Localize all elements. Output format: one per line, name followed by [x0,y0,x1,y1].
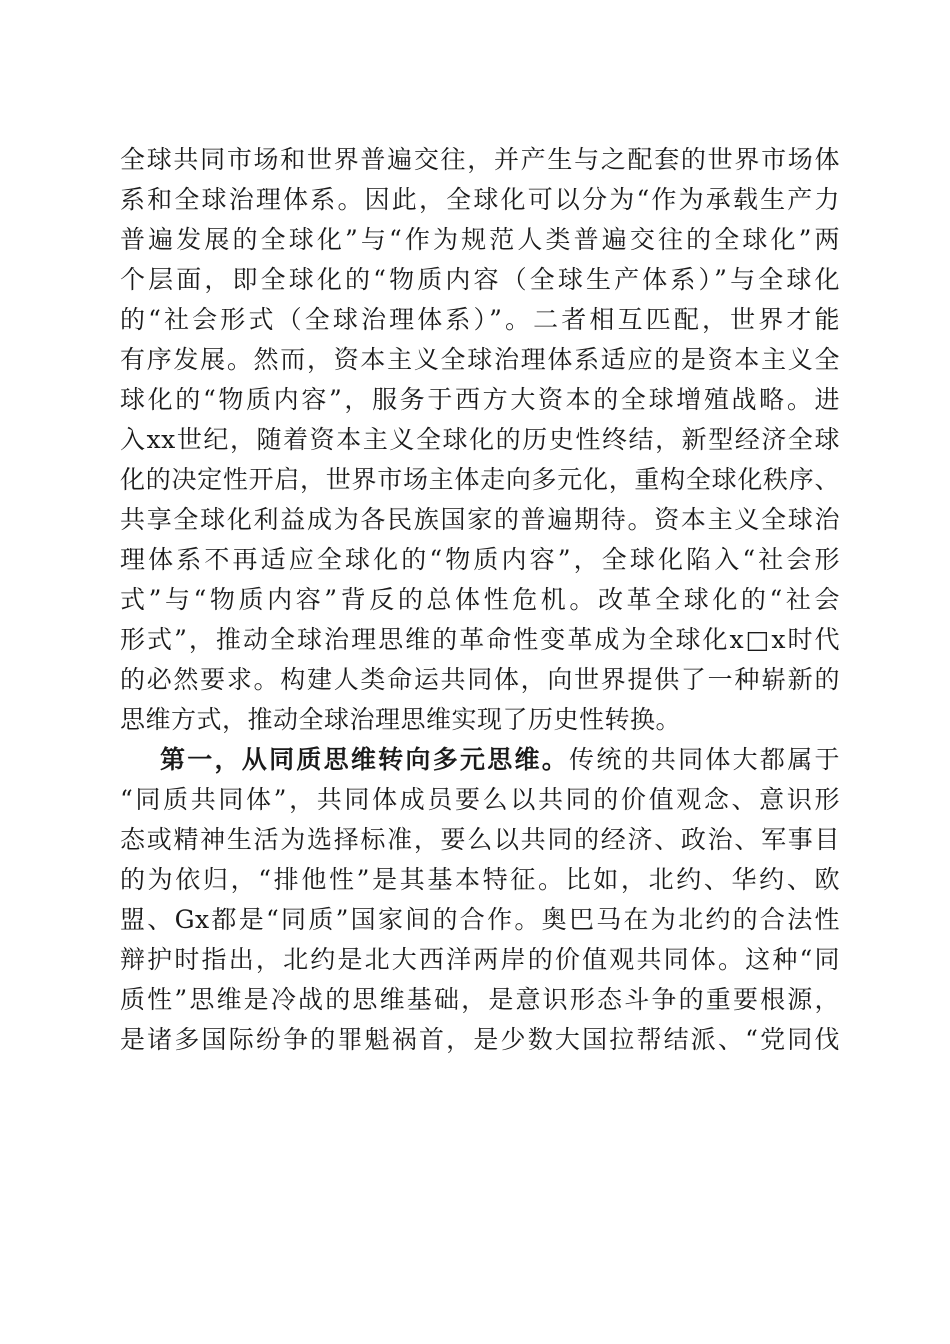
paragraph-2 [120,740,840,1060]
paragraph-line: 盟、Gx都是“同质”国家间的合作。奥巴马在为北约的合法性 [120,905,840,934]
document-body [120,140,840,1060]
paragraph-line: 个层面，即全球化的“物质内容（全球生产体系）”与全球化 [120,265,840,294]
paragraph-line: 系和全球治理体系。因此，全球化可以分为“作为承载生产力 [120,185,840,214]
paragraph-line: 质性”思维是冷战的思维基础，是意识形态斗争的重要根源， [120,985,840,1014]
paragraph-line: 球化的“物质内容”，服务于西方大资本的全球增殖战略。进 [120,385,840,414]
paragraph-line: 思维方式，推动全球治理思维实现了历史性转换。 [120,705,682,734]
paragraph-line: 是诸多国际纷争的罪魁祸首，是少数大国拉帮结派、“党同伐 [120,1025,840,1054]
paragraph-1 [120,140,840,740]
paragraph-line: 有序发展。然而，资本主义全球治理体系适应的是资本主义全 [120,345,840,374]
paragraph-line: 理体系不再适应全球化的“物质内容”，全球化陷入“社会形 [120,545,840,574]
paragraph-line: 的“社会形式（全球治理体系）”。二者相互匹配，世界才能 [120,305,840,334]
paragraph-first-line [120,740,840,780]
section-heading: 第一，从同质思维转向多元思维。 [160,745,570,774]
paragraph-line: 的必然要求。构建人类命运共同体，向世界提供了一种崭新的 [120,665,840,694]
paragraph-line: “同质共同体”，共同体成员要么以共同的价值观念、意识形 [120,785,840,814]
paragraph-line: 普遍发展的全球化”与“作为规范人类普遍交往的全球化”两 [120,225,840,254]
paragraph-line: 入xx世纪，随着资本主义全球化的历史性终结，新型经济全球 [120,425,840,454]
paragraph-line: 态或精神生活为选择标准，要么以共同的经济、政治、军事目 [120,825,840,854]
paragraph-line: 式”与“物质内容”背反的总体性危机。改革全球化的“社会 [120,585,840,614]
paragraph-line: 形式”，推动全球治理思维的革命性变革成为全球化x□x时代 [120,625,840,654]
paragraph-line: 全球共同市场和世界普遍交往，并产生与之配套的世界市场体 [120,145,840,174]
paragraph-line: 化的决定性开启，世界市场主体走向多元化，重构全球化秩序、 [120,465,840,494]
paragraph-line: 共享全球化利益成为各民族国家的普遍期待。资本主义全球治 [120,505,840,534]
paragraph-line: 的为依归，“排他性”是其基本特征。比如，北约、华约、欧 [120,865,840,894]
paragraph-text: 传统的共同体大都属于 [569,745,840,774]
paragraph-line: 辩护时指出，北约是北大西洋两岸的价值观共同体。这种“同 [120,945,840,974]
